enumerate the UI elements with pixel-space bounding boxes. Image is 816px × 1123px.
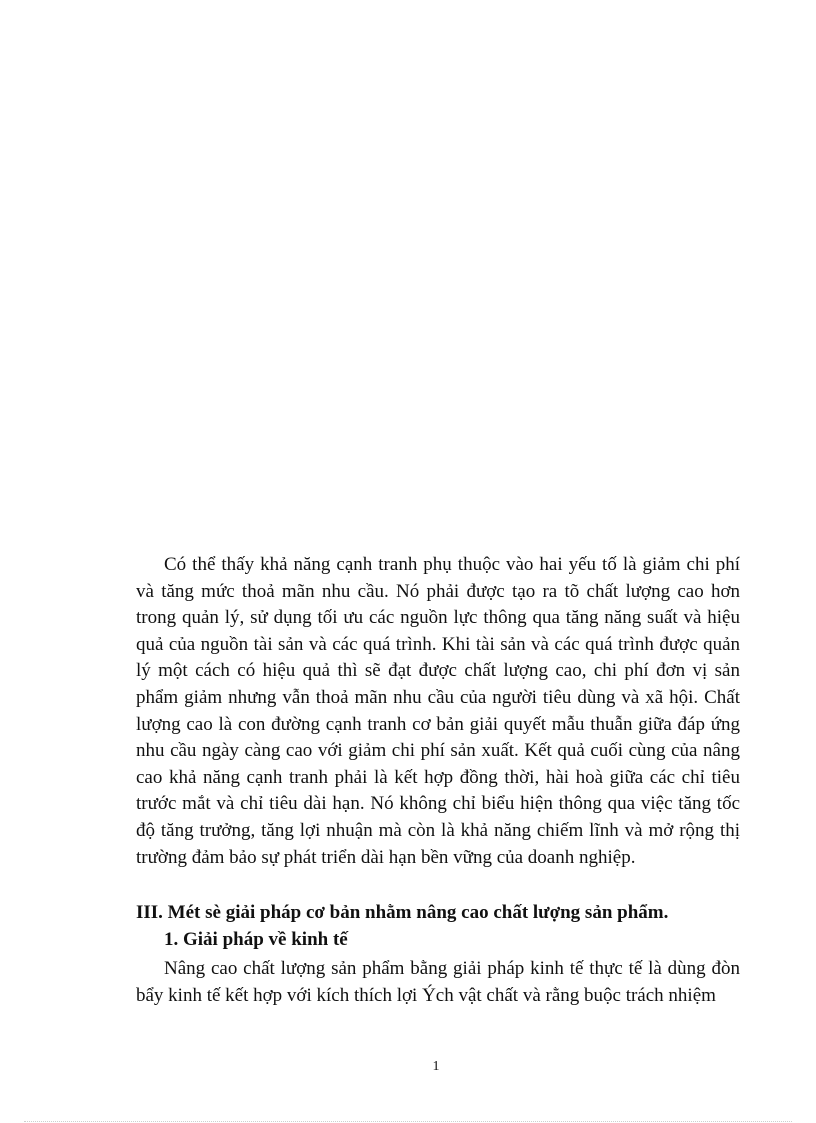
- page-number: 1: [432, 1059, 440, 1074]
- page-divider: [24, 1121, 792, 1122]
- subsection-heading: 1. Giải pháp về kinh tế: [164, 929, 348, 950]
- body-paragraph: Có thể thấy khả năng cạnh tranh phụ thuộc vào hai yếu tố là giảm chi phí và tăng mức thoả mãn nhu cầu. Nó phải được tạo ra tõ chất lượng cao hơn trong quản lý, sử dụng tối ưu các nguồn lực thông qua tăng năng suất và hiệu quả của nguồn tài sản và các quá trình. Khi tài sản và các quá trình được quản lý một cách có hiệu quả thì sẽ đạt được chất lượng cao, chi phí đơn vị sản phẩm giảm nhưng vẫn thoả mãn nhu cầu của người tiêu dùng và xã hội. Chất lượng cao là con đường cạnh tranh cơ bản giải quyết mẫu thuẫn giữa đáp ứng nhu cầu ngày càng cao với giảm chi phí sản xuất. Kết quả cuối cùng của nâng cao khả năng cạnh tranh phải là kết hợp đồng thời, hài hoà giữa các chỉ tiêu trước mắt và chỉ tiêu dài hạn. Nó không chỉ biểu hiện thông qua việc tăng tốc độ tăng trưởng, tăng lợi nhuận mà còn là khả năng chiếm lĩnh và mở rộng thị trường đảm bảo sự phát triển dài hạn bền vững của doanh nghiệp.: [136, 554, 740, 868]
- body-paragraph-2: Nâng cao chất lượng sản phẩm bằng giải pháp kinh tế thực tế là dùng đòn bẩy kinh tế kết hợp với kích thích lợi Ých vật chất và rằng buộc trách nhiệm: [136, 958, 740, 1006]
- section-heading: III. Mét sè giải pháp cơ bản nhằm nâng cao chất lượng sản phẩm.: [136, 902, 669, 923]
